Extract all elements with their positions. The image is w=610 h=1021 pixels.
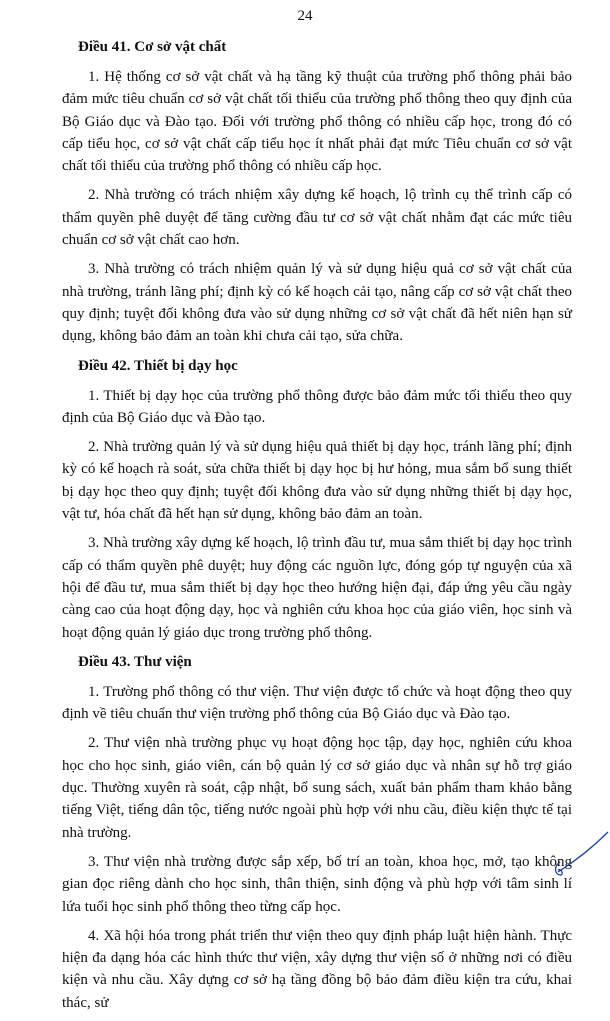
paragraph: 2. Nhà trường có trách nhiệm xây dựng kế hoạch, lộ trình cụ thể trình cấp có thẩm quyền phê duyệt để tăng cường đầu tư cơ sở vật chất nhằm đạt các mức tiêu chuẩn cơ sở vật chất cao hơn. [62, 187, 572, 249]
article-heading: Điều 42. Thiết bị dạy học [78, 357, 238, 374]
document-body [62, 36, 572, 1021]
article-heading: Điều 43. Thư viện [78, 653, 192, 670]
paragraph: 1. Thiết bị dạy học của trường phổ thông được bảo đảm mức tối thiểu theo quy định của Bộ Giáo dục và Đào tạo. [62, 387, 572, 426]
paragraph: 2. Thư viện nhà trường phục vụ hoạt động học tập, dạy học, nghiên cứu khoa học cho học sinh, giáo viên, cán bộ quản lý cơ sở giáo dục và nhân sự hỗ trợ giáo dục. Thường xuyên rà soát, cập nhật, bổ sung sách, xuất bản phẩm tham khảo bằng tiếng Việt, tiếng dân tộc, tiếng nước ngoài phù hợp với nhu cầu, điều kiện thực tế tại nhà trường. [62, 735, 572, 841]
article-heading: Điều 41. Cơ sở vật chất [78, 39, 227, 55]
article-43 [62, 651, 572, 1014]
article-42 [62, 355, 572, 644]
paragraph: 2. Nhà trường quản lý và sử dụng hiệu quả thiết bị dạy học, tránh lãng phí; định kỳ có kế hoạch rà soát, sửa chữa thiết bị dạy học bị hư hỏng, mua sắm bổ sung thiết bị dạy học theo quy định; tuyệt đối không đưa vào sử dụng những thiết bị dạy học, vật tư, hóa chất đã hết hạn sử dụng, không bảo đảm an toàn. [62, 439, 572, 523]
page-number: 24 [297, 8, 313, 24]
paragraph: 4. Xã hội hóa trong phát triển thư viện theo quy định pháp luật hiện hành. Thực hiện đa dạng hóa các hình thức thư viện, xây dựng thư viện số ở những nơi có điều kiện và nhu cầu. Xây dựng cơ sở hạ tầng đồng bộ bảo đảm điều kiện tra cứu, khai thác, sử [62, 927, 572, 1011]
paragraph: 1. Trường phổ thông có thư viện. Thư viện được tổ chức và hoạt động theo quy định về tiêu chuẩn thư viện trường phổ thông của Bộ Giáo dục và Đào tạo. [62, 683, 572, 723]
paragraph: 1. Hệ thống cơ sở vật chất và hạ tầng kỹ thuật của trường phổ thông phải bảo đảm mức tiêu chuẩn cơ sở vật chất tối thiểu của trường phổ thông theo quy định của Bộ Giáo dục và Đào tạo. Đối với trường phổ thông có nhiều cấp học, trong đó có cấp tiểu học, cơ sở vật chất cấp tiểu học ít nhất phải đạt mức Tiêu chuẩn cơ sở vật chất tối thiểu của trường phổ thông có nhiều cấp học. [62, 69, 572, 175]
paragraph: 3. Nhà trường có trách nhiệm quản lý và sử dụng hiệu quả cơ sở vật chất của nhà trường, tránh lãng phí; định kỳ có kế hoạch cải tạo, nâng cấp cơ sở vật chất theo quy định; tuyệt đối không đưa vào sử dụng những cơ sở vật chất đã hết niên hạn sử dụng, không bảo đảm an toàn khi chưa cải tạo, sửa chữa. [62, 261, 572, 345]
paragraph: 3. Nhà trường xây dựng kế hoạch, lộ trình đầu tư, mua sắm thiết bị dạy học trình cấp có thẩm quyền phê duyệt; huy động các nguồn lực, đóng góp tự nguyện của xã hội để đầu tư, mua sắm thiết bị dạy học theo hướng hiện đại, đáp ứng yêu cầu ngày càng cao của hoạt động dạy, học và nghiên cứu khoa học của giáo viên, học sinh và hoạt động quản lý giáo dục trong trường phổ thông. [62, 535, 572, 641]
article-41 [62, 36, 572, 348]
signature-mark [550, 820, 610, 880]
paragraph: 3. Thư viện nhà trường được sắp xếp, bố trí an toàn, khoa học, mở, tạo không gian đọc riêng dành cho học sinh, thân thiện, sinh động và phù hợp với tâm sinh lí lứa tuổi học sinh phổ thông theo từng cấp học. [62, 853, 572, 915]
